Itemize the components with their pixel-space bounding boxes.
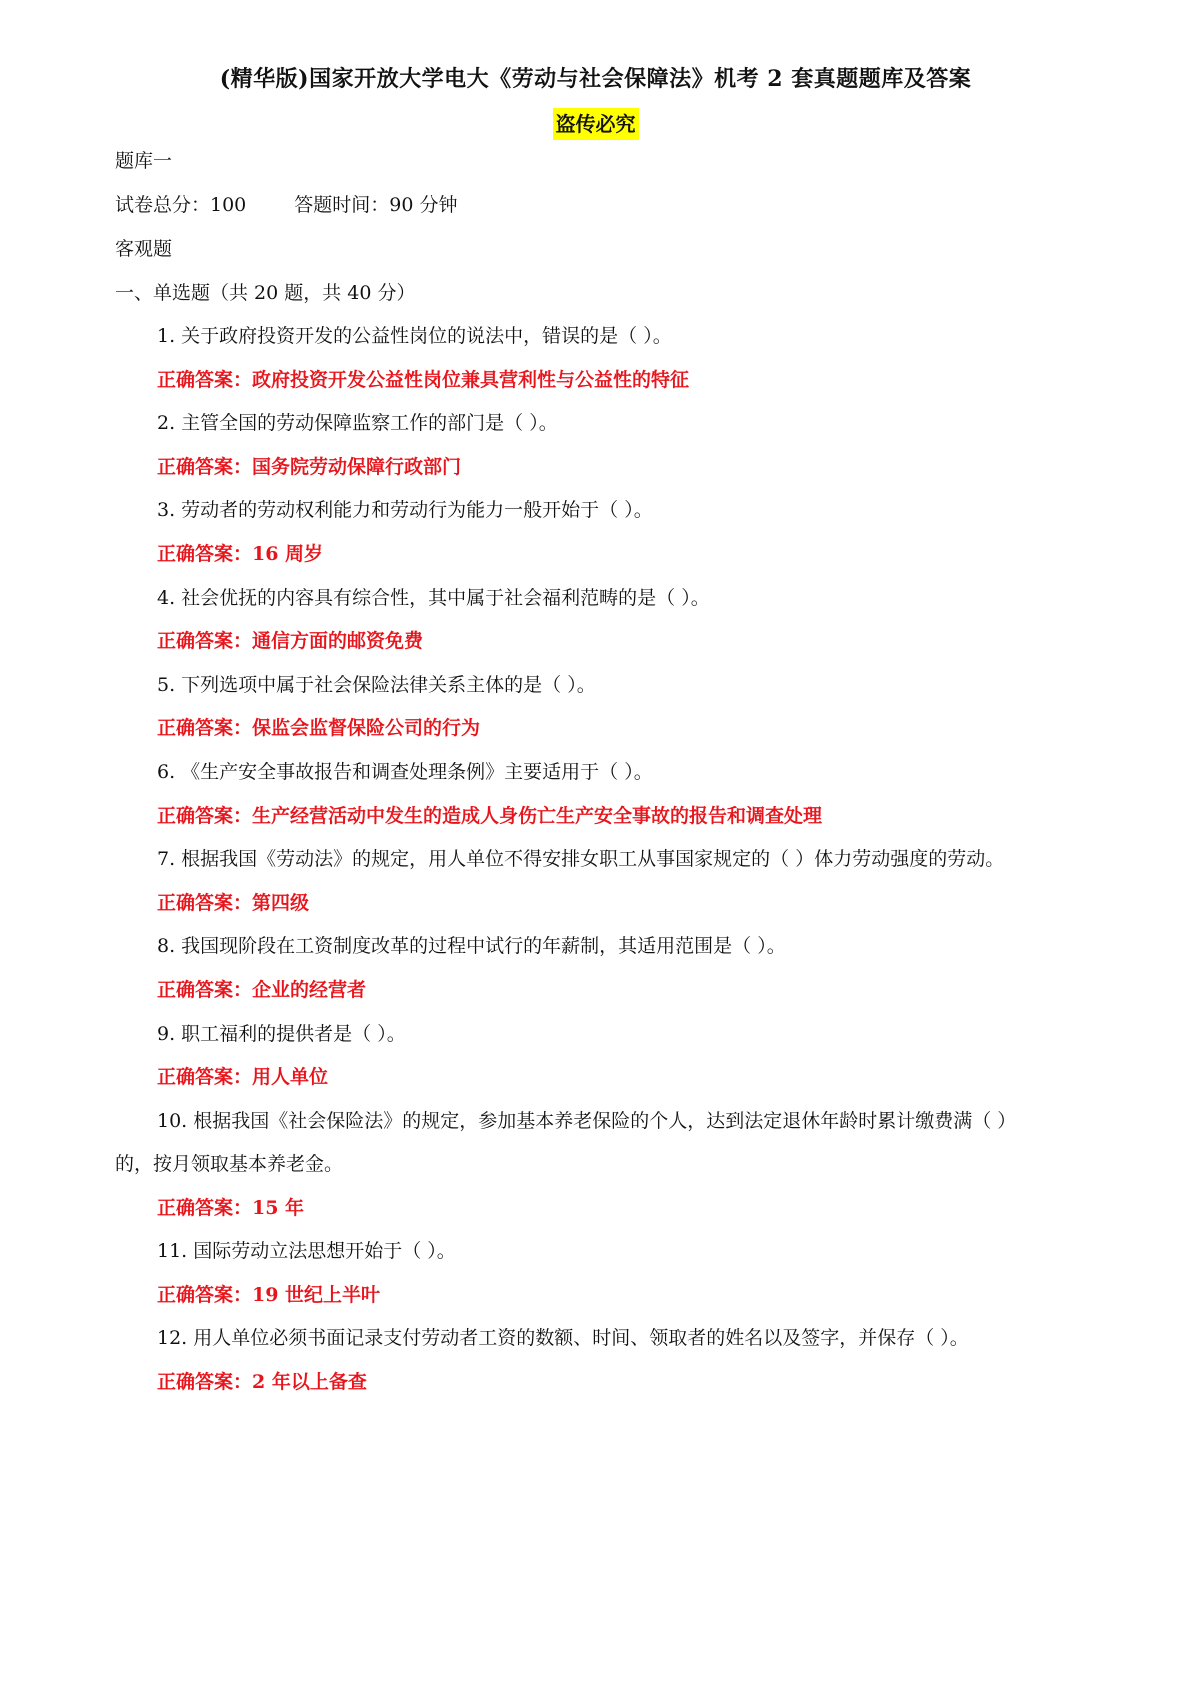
question-text: 12. 用人单位必须书面记录支付劳动者工资的数额、时间、领取者的姓名以及签字，并保存（ ）。: [157, 1327, 969, 1349]
answer-text: 正确答案：19 世纪上半叶: [157, 1284, 381, 1306]
document-title: (精华版)国家开放大学电大《劳动与社会保障法》机考 2 套真题题库及答案: [219, 66, 972, 92]
answer-text: 正确答案：15 年: [157, 1197, 305, 1219]
question-text: 6. 《生产安全事故报告和调查处理条例》主要适用于（ ）。: [157, 761, 653, 783]
question-text: 5. 下列选项中属于社会保险法律关系主体的是（ ）。: [157, 674, 596, 696]
section-objective: 客观题: [115, 238, 173, 260]
section-single-choice: 一、单选题（共 20 题，共 40 分）: [115, 282, 416, 304]
question-text: 8. 我国现阶段在工资制度改革的过程中试行的年薪制，其适用范围是（ ）。: [157, 935, 786, 957]
question-text: 9. 职工福利的提供者是（ ）。: [157, 1023, 406, 1045]
time-limit: 答题时间：90 分钟: [294, 194, 458, 216]
answer-text: 正确答案：通信方面的邮资免费: [157, 630, 424, 652]
answer-text: 正确答案：第四级: [157, 892, 310, 914]
question-text: 10. 根据我国《社会保险法》的规定，参加基本养老保险的个人，达到法定退休年龄时累计缴费满（ ）: [157, 1110, 1017, 1132]
answer-text: 正确答案：用人单位: [157, 1066, 329, 1088]
answer-text: 正确答案：企业的经营者: [157, 979, 367, 1001]
answer-text: 正确答案：生产经营活动中发生的造成人身伤亡生产安全事故的报告和调查处理: [157, 805, 823, 827]
question-text: 1. 关于政府投资开发的公益性岗位的说法中，错误的是（ ）。: [157, 325, 672, 347]
question-text: 3. 劳动者的劳动权利能力和劳动行为能力一般开始于（ ）。: [157, 499, 653, 521]
answer-text: 正确答案：保监会监督保险公司的行为: [157, 717, 481, 739]
answer-text: 正确答案：国务院劳动保障行政部门: [157, 456, 462, 478]
question-text: 11. 国际劳动立法思想开始于（ ）。: [157, 1240, 456, 1262]
answer-text: 正确答案：政府投资开发公益性岗位兼具营利性与公益性的特征: [157, 369, 690, 391]
copyright-notice: 盗传必究: [553, 108, 639, 140]
question-text-continued: 的，按月领取基本养老金。: [115, 1153, 344, 1175]
question-text: 2. 主管全国的劳动保障监察工作的部门是（ ）。: [157, 412, 558, 434]
question-text: 4. 社会优抚的内容具有综合性，其中属于社会福利范畴的是（ ）。: [157, 587, 710, 609]
question-text: 7. 根据我国《劳动法》的规定，用人单位不得安排女职工从事国家规定的（ ）体力劳动强度的劳动。: [157, 848, 1005, 870]
answer-text: 正确答案：2 年以上备查: [157, 1371, 367, 1393]
notice-wrap: [0, 108, 1191, 140]
total-score: 试卷总分：100: [115, 194, 247, 216]
question-bank-label: 题库一: [115, 150, 173, 172]
exam-meta: [115, 191, 457, 219]
answer-text: 正确答案：16 周岁: [157, 543, 324, 565]
